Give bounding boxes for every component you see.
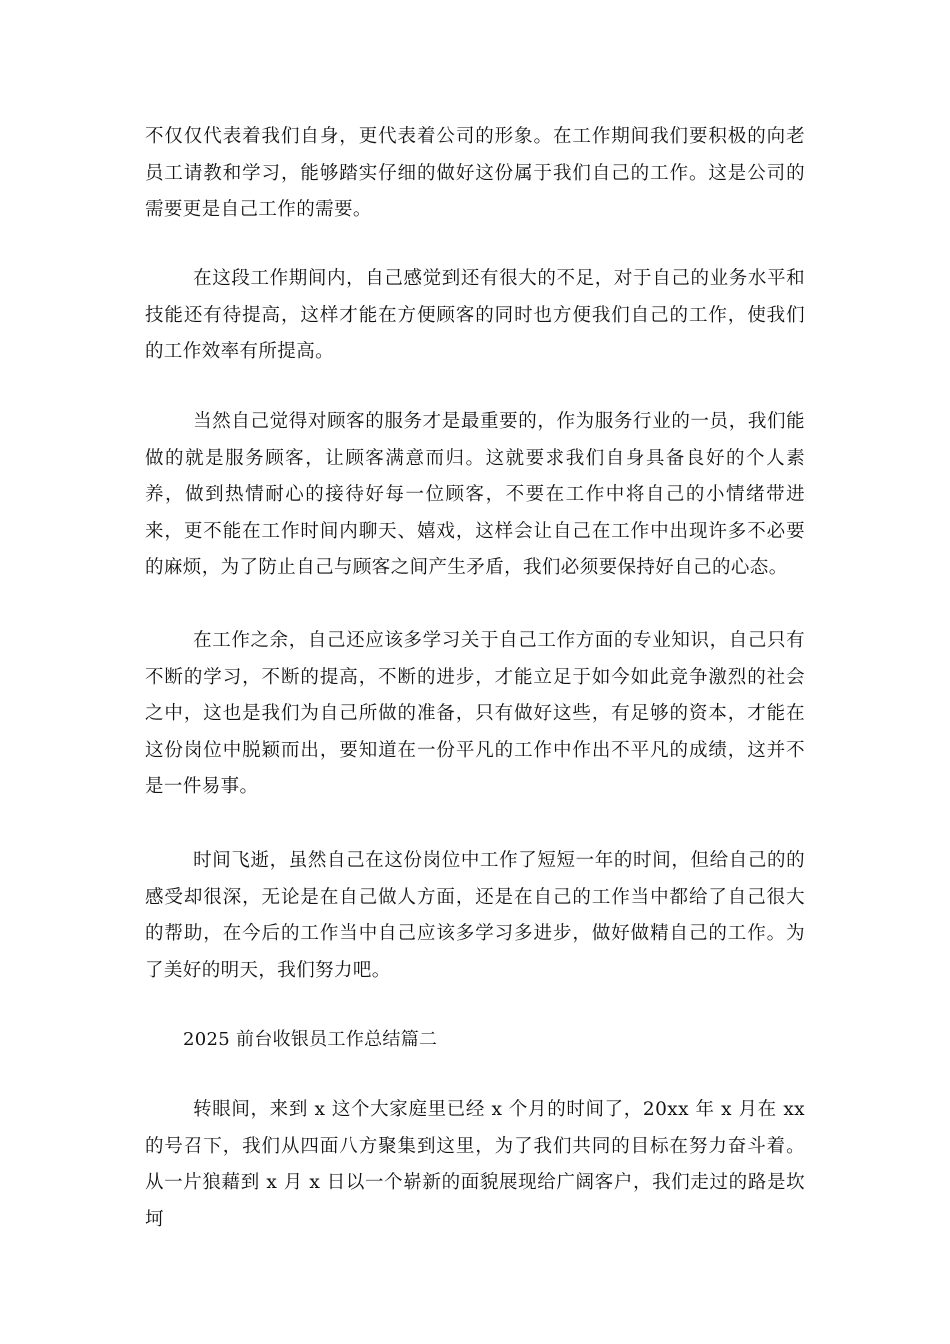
- section-heading: 2025 前台收银员工作总结篇二: [183, 1029, 438, 1050]
- paragraph-customer-service: 当然自己觉得对顾客的服务才是最重要的，作为服务行业的一员，我们能做的就是服务顾客，让顾客满意而归。这就要求我们自身具备良好的个人素养，做到热情耐心的接待好每一位顾客，不要在工作中将自己的小情绪带进来，更不能在工作时间内聊天、嬉戏，这样会让自己在工作中出现许多不必要的麻烦，为了防止自己与顾客之间产生矛盾，我们必须要保持好自己的心态。: [145, 411, 805, 578]
- paragraph-conclusion: 时间飞逝，虽然自己在这份岗位中工作了短短一年的时间，但给自己的的感受却很深，无论是在自己做人方面，还是在自己的工作当中都给了自己很大的帮助，在今后的工作当中自己应该多学习多进步，做好做精自己的工作。为了美好的明天，我们努力吧。: [145, 850, 805, 981]
- paragraph-section-two-intro: 转眼间，来到 x 这个大家庭里已经 x 个月的时间了，20xx 年 x 月在 xx 的号召下，我们从四面八方聚集到这里，为了我们共同的目标在努力奋斗着。从一片狼藉到 x 月 x 日以一个崭新的面貌展现给广阔客户，我们走过的路是坎坷: [145, 1099, 805, 1230]
- paragraph-learning: 在工作之余，自己还应该多学习关于自己工作方面的专业知识，自己只有不断的学习，不断的提高，不断的进步，才能立足于如今如此竞争激烈的社会之中，这也是我们为自己所做的准备，只有做好这些，有足够的资本，才能在这份岗位中脱颖而出，要知道在一份平凡的工作中作出不平凡的成绩，这并不是一件易事。: [145, 630, 805, 797]
- paragraph-continuation: 不仅仅代表着我们自身，更代表着公司的形象。在工作期间我们要积极的向老员工请教和学习，能够踏实仔细的做好这份属于我们自己的工作。这是公司的需要更是自己工作的需要。: [145, 126, 805, 220]
- paragraph-shortcomings: 在这段工作期间内，自己感觉到还有很大的不足，对于自己的业务水平和技能还有待提高，这样才能在方便顾客的同时也方便我们自己的工作，使我们的工作效率有所提高。: [145, 268, 805, 362]
